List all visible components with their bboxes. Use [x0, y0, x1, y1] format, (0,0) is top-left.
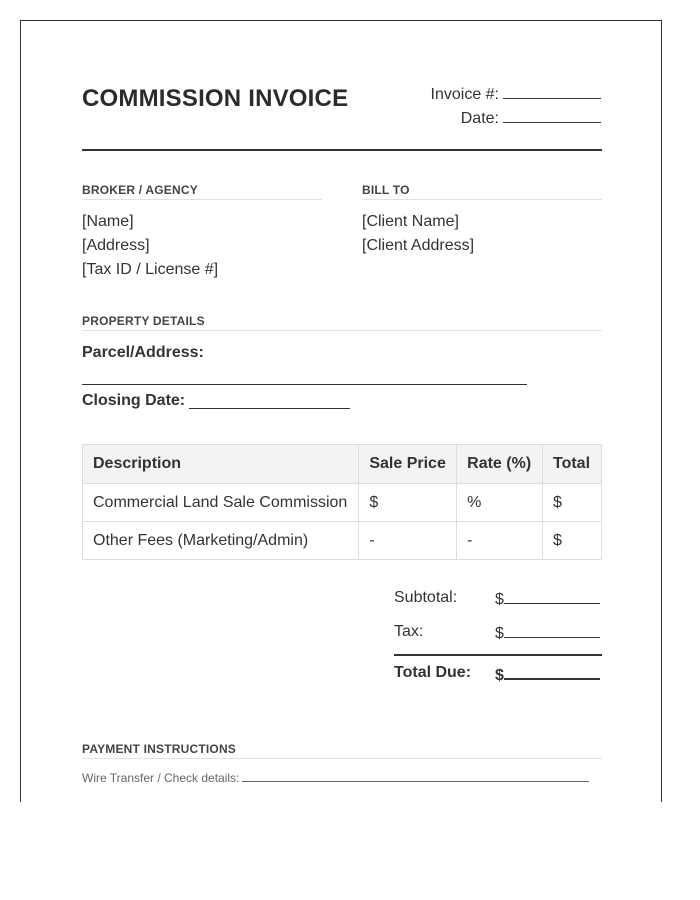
row-total[interactable]: $	[542, 522, 601, 560]
row-total[interactable]: $	[542, 484, 601, 522]
closing-date-label: Closing Date:	[82, 392, 186, 409]
payment-heading: PAYMENT INSTRUCTIONS	[82, 742, 237, 756]
property-heading-rule	[82, 330, 602, 331]
invoice-date-field[interactable]	[503, 108, 601, 123]
total-due-divider	[394, 654, 602, 656]
col-description-header: Description	[83, 445, 359, 484]
bill-to-heading: BILL TO	[362, 183, 410, 197]
row-description: Other Fees (Marketing/Admin)	[83, 522, 359, 560]
broker-name: [Name]	[82, 213, 134, 230]
invoice-number-row	[431, 84, 601, 104]
bill-to-heading-rule	[362, 199, 602, 200]
invoice-page	[20, 20, 662, 802]
client-address: [Client Address]	[362, 237, 475, 254]
table-header-row	[83, 445, 602, 484]
payment-heading-rule	[82, 758, 602, 759]
payment-details-row	[82, 771, 589, 785]
commission-table	[82, 444, 602, 560]
tax-label: Tax:	[394, 623, 424, 640]
total-due-currency: $	[495, 667, 504, 684]
tax-field[interactable]	[495, 623, 600, 643]
subtotal-field[interactable]	[495, 589, 600, 609]
subtotal-currency: $	[495, 591, 504, 608]
invoice-date-row	[461, 108, 601, 128]
total-due-label: Total Due:	[394, 664, 472, 681]
table-row	[83, 522, 602, 560]
tax-blank	[504, 623, 600, 638]
tax-currency: $	[495, 625, 504, 642]
payment-details-label: Wire Transfer / Check details:	[82, 771, 240, 785]
broker-heading-rule	[82, 199, 322, 200]
closing-date-field[interactable]	[189, 408, 350, 409]
broker-address: [Address]	[82, 237, 150, 254]
row-description: Commercial Land Sale Commission	[83, 484, 359, 522]
row-rate[interactable]: -	[457, 522, 543, 560]
col-rate-header: Rate (%)	[457, 445, 543, 484]
subtotal-label: Subtotal:	[394, 589, 458, 606]
invoice-number-field[interactable]	[503, 84, 601, 99]
header-divider	[82, 149, 602, 151]
parcel-field[interactable]	[82, 384, 527, 385]
total-due-field[interactable]	[495, 664, 600, 685]
broker-tax-id: [Tax ID / License #]	[82, 261, 219, 278]
invoice-number-label: Invoice #:	[430, 86, 499, 103]
row-sale-price[interactable]: -	[359, 522, 457, 560]
row-rate[interactable]: %	[457, 484, 543, 522]
col-total-header: Total	[542, 445, 601, 484]
subtotal-blank	[504, 589, 600, 604]
broker-heading: BROKER / AGENCY	[82, 183, 198, 197]
client-name: [Client Name]	[362, 213, 459, 230]
col-sale-price-header: Sale Price	[359, 445, 457, 484]
invoice-date-label: Date:	[460, 110, 499, 127]
property-heading: PROPERTY DETAILS	[82, 314, 205, 328]
total-due-blank	[504, 664, 600, 680]
parcel-label: Parcel/Address:	[82, 344, 204, 361]
invoice-title: COMMISSION INVOICE	[82, 85, 349, 112]
payment-details-field[interactable]	[242, 771, 589, 782]
table-row	[83, 484, 602, 522]
row-sale-price[interactable]: $	[359, 484, 457, 522]
